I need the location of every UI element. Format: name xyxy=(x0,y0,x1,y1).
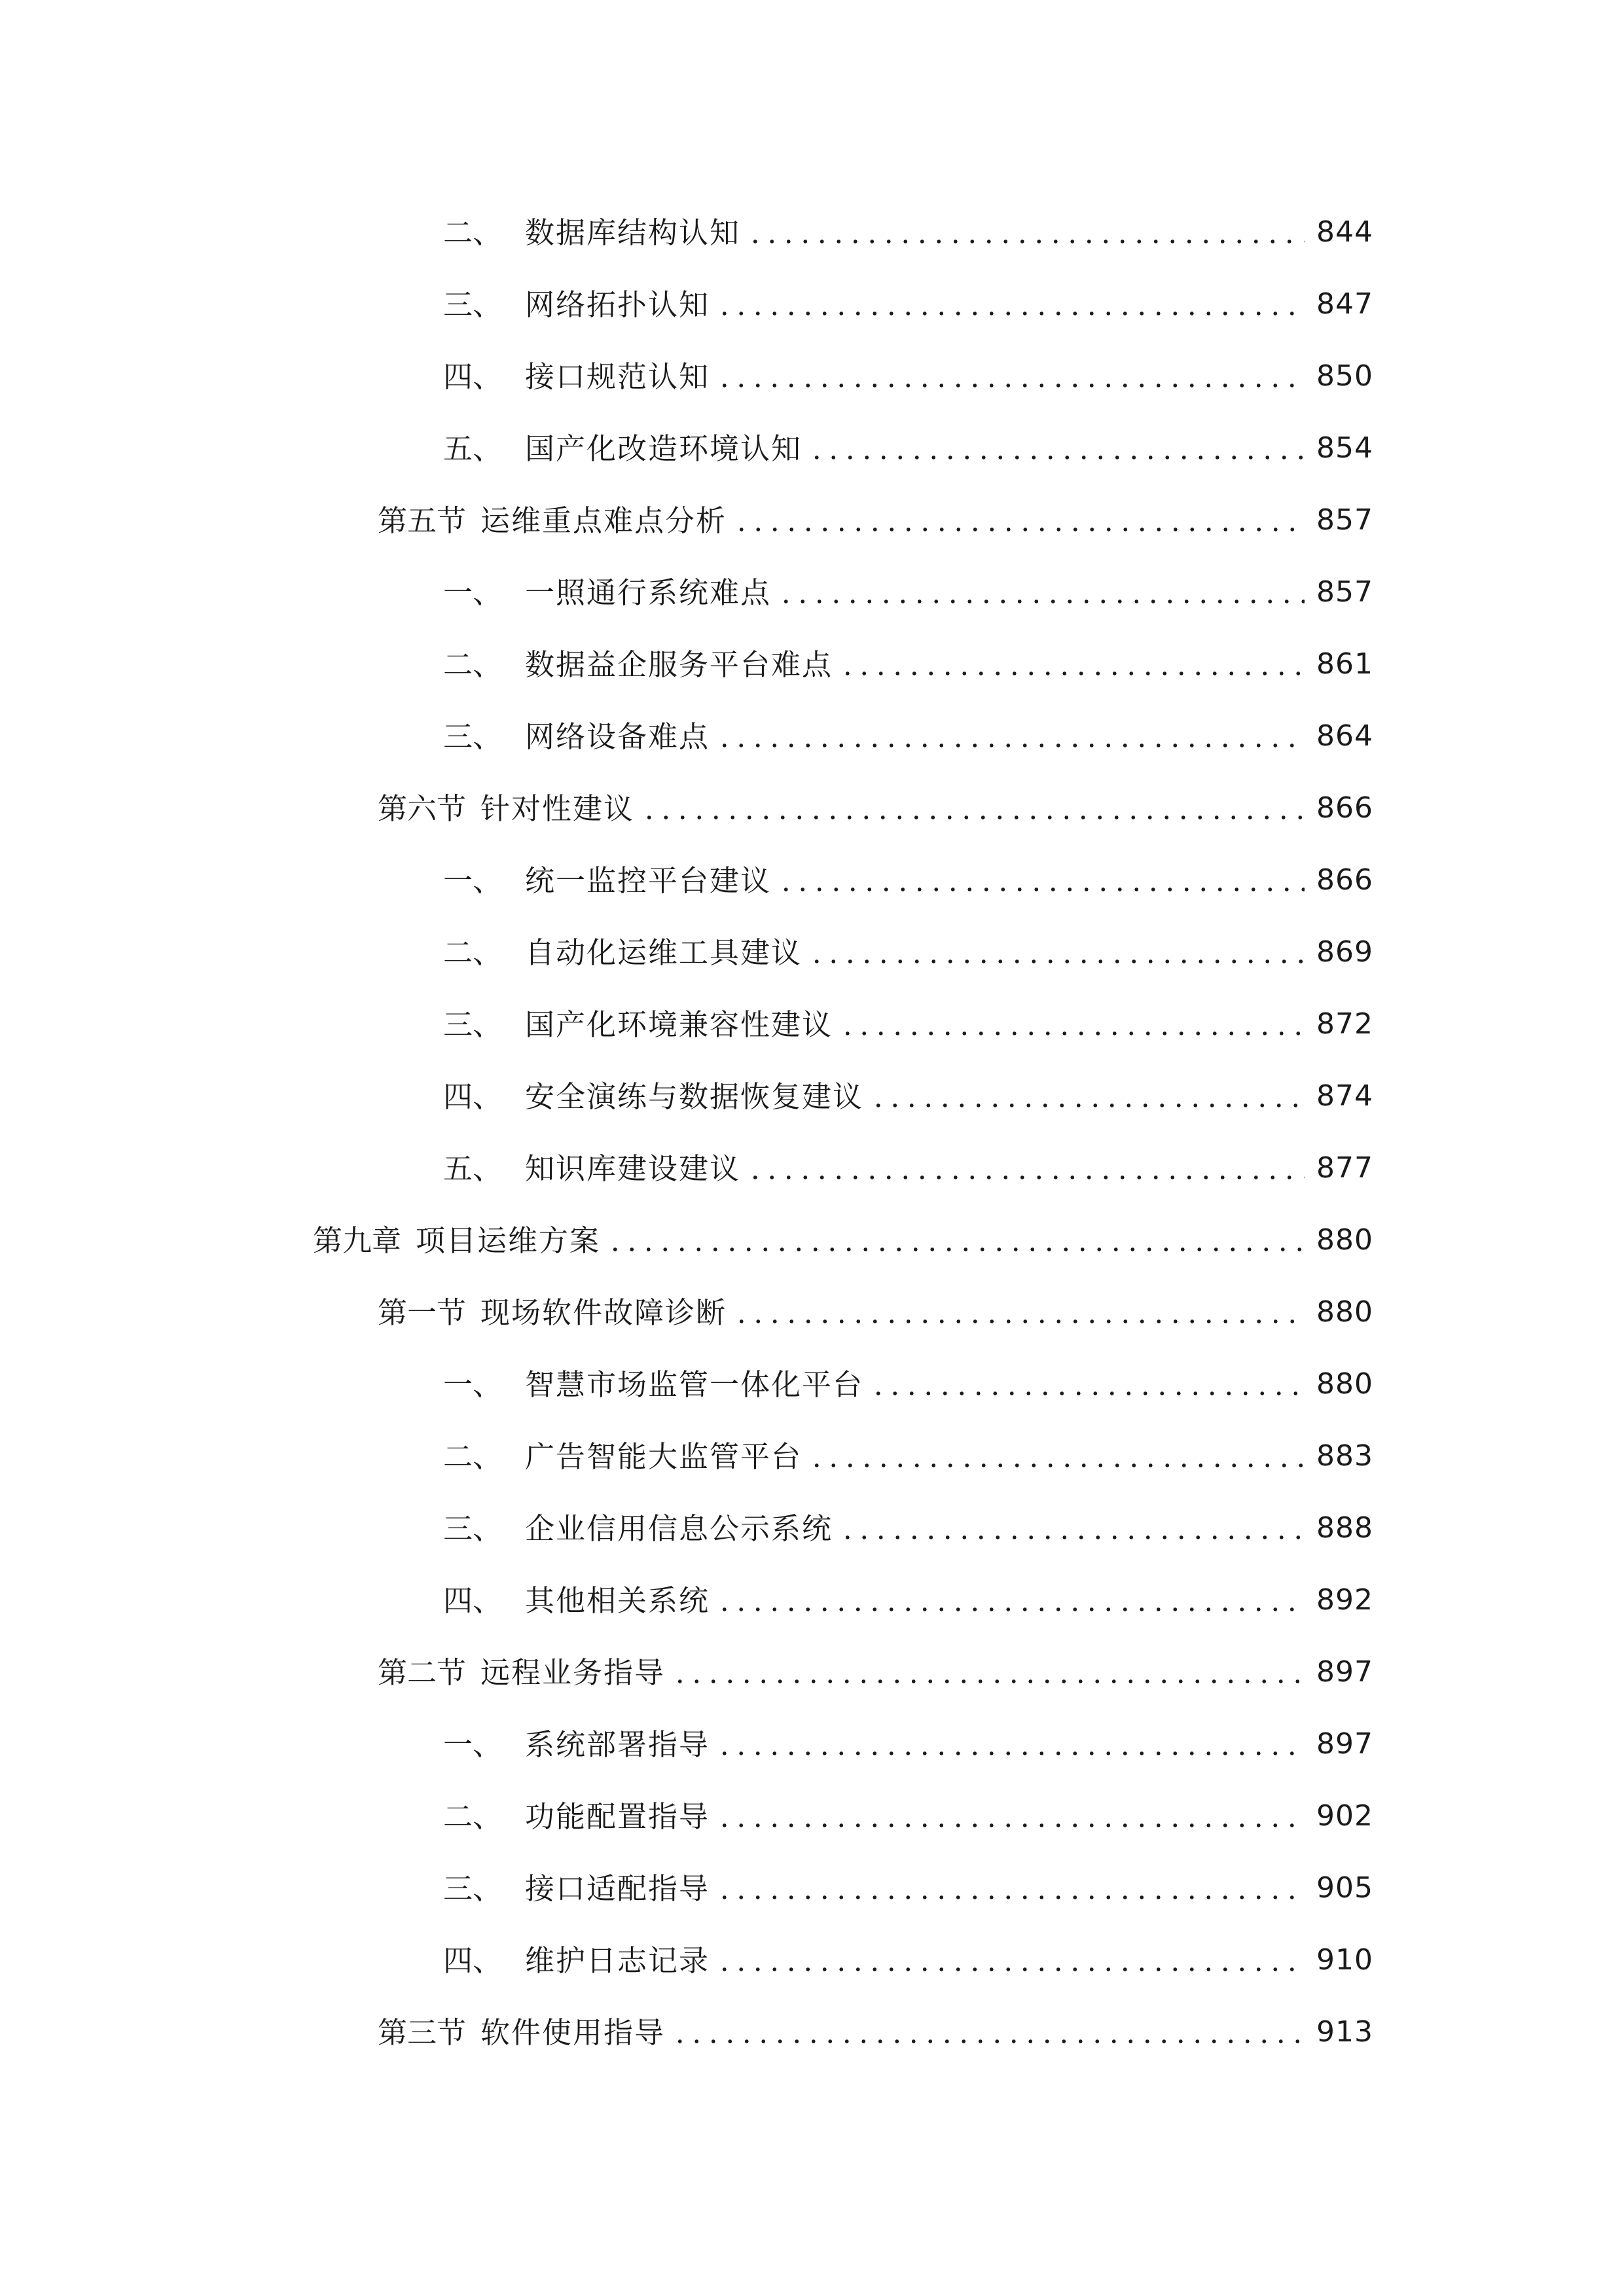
toc-entry-title: 运维重点难点分析 xyxy=(480,503,727,538)
toc-section-entry xyxy=(378,484,1373,556)
toc-entry-title: 远程业务指导 xyxy=(480,1655,666,1690)
toc-entry-number: 四、 xyxy=(443,1079,503,1114)
toc-entry-title: 系统部署指导 xyxy=(525,1727,710,1762)
toc-entry-number: 一、 xyxy=(443,1727,503,1762)
toc-entry xyxy=(443,340,1373,412)
toc-entry-number: 三、 xyxy=(443,719,503,754)
dot-leader xyxy=(778,578,1305,607)
toc-entry xyxy=(443,196,1373,268)
dot-leader xyxy=(839,650,1305,679)
toc-entry-number: 第三节 xyxy=(378,2015,467,2050)
dot-leader xyxy=(733,1298,1305,1327)
dot-leader xyxy=(716,1802,1305,1831)
toc-entry-page: 883 xyxy=(1316,1439,1373,1473)
toc-entry-page: 877 xyxy=(1316,1151,1373,1185)
dot-leader xyxy=(839,1010,1305,1039)
toc-entry-title: 知识库建设建议 xyxy=(525,1151,741,1186)
toc-entry-number: 五、 xyxy=(443,1151,503,1186)
dot-leader xyxy=(808,938,1305,967)
toc-entry-title: 网络拓扑认知 xyxy=(525,287,710,322)
toc-entry-title: 统一监控平台建议 xyxy=(525,863,772,898)
toc-entry-page: 874 xyxy=(1316,1079,1373,1113)
toc-entry xyxy=(443,1492,1373,1564)
toc-entry-page: 892 xyxy=(1316,1583,1373,1617)
toc-entry-title: 项目运维方案 xyxy=(416,1223,601,1258)
toc-entry-title: 软件使用指导 xyxy=(480,2015,666,2050)
toc-entry-title: 国产化改造环境认知 xyxy=(525,431,803,466)
toc-entry-number: 第一节 xyxy=(378,1295,467,1330)
dot-leader xyxy=(716,1874,1305,1903)
toc-entry-number: 二、 xyxy=(443,935,503,970)
toc-entry-title: 广告智能大监管平台 xyxy=(525,1439,803,1474)
toc-entry-number: 五、 xyxy=(443,431,503,466)
toc-entry-number: 三、 xyxy=(443,1007,503,1042)
toc-entry-title: 自动化运维工具建议 xyxy=(525,935,803,970)
toc-entry-page: 866 xyxy=(1316,791,1373,825)
toc-entry xyxy=(443,1852,1373,1924)
toc-entry xyxy=(443,700,1373,772)
toc-entry-page: 880 xyxy=(1316,1367,1373,1401)
toc-entry xyxy=(443,1420,1373,1492)
dot-leader xyxy=(672,2018,1305,2047)
toc-entry-number: 二、 xyxy=(443,215,503,250)
toc-entry xyxy=(443,412,1373,484)
toc-entry xyxy=(443,268,1373,340)
toc-entry-title: 数据益企服务平台难点 xyxy=(525,647,833,682)
toc-entry-page: 844 xyxy=(1316,215,1373,249)
toc-entry-title: 现场软件故障诊断 xyxy=(480,1295,727,1330)
toc-entry-title: 其他相关系统 xyxy=(525,1583,710,1618)
toc-entry-number: 四、 xyxy=(443,359,503,394)
toc-entry-page: 872 xyxy=(1316,1007,1373,1041)
toc-entry-title: 维护日志记录 xyxy=(525,1943,710,1978)
toc-entry-page: 869 xyxy=(1316,935,1373,969)
dot-leader xyxy=(747,218,1305,247)
dot-leader xyxy=(808,1442,1305,1471)
toc-entry-title: 网络设备难点 xyxy=(525,719,710,754)
toc-entry-number: 四、 xyxy=(443,1583,503,1618)
toc-entry xyxy=(443,916,1373,988)
dot-leader xyxy=(808,434,1305,463)
toc-chapter-entry xyxy=(313,1204,1373,1276)
toc-entry-page: 857 xyxy=(1316,503,1373,537)
toc-entry-page: 902 xyxy=(1316,1799,1373,1833)
toc-section-entry xyxy=(378,1636,1373,1708)
toc-entry-number: 四、 xyxy=(443,1943,503,1978)
toc-section-entry xyxy=(378,772,1373,844)
toc-entry-page: 880 xyxy=(1316,1295,1373,1329)
toc-entry xyxy=(443,556,1373,628)
dot-leader xyxy=(716,1730,1305,1759)
toc-entry-page: 857 xyxy=(1316,575,1373,609)
toc-entry-page: 897 xyxy=(1316,1655,1373,1689)
toc-entry xyxy=(443,628,1373,700)
toc-section-entry xyxy=(378,1276,1373,1348)
dot-leader xyxy=(716,1586,1305,1615)
dot-leader xyxy=(778,866,1305,895)
toc-entry xyxy=(443,1564,1373,1636)
toc-entry-title: 接口规范认知 xyxy=(525,359,710,394)
dot-leader xyxy=(641,794,1305,823)
toc-entry-number: 三、 xyxy=(443,287,503,322)
dot-leader xyxy=(747,1154,1305,1183)
dot-leader xyxy=(716,1946,1305,1975)
dot-leader xyxy=(839,1514,1305,1543)
toc-entry-page: 910 xyxy=(1316,1943,1373,1977)
toc-entry xyxy=(443,1708,1373,1780)
toc-entry-number: 一、 xyxy=(443,1367,503,1402)
toc-entry xyxy=(443,1924,1373,1996)
toc-entry-number: 二、 xyxy=(443,1799,503,1834)
toc-entry-number: 第五节 xyxy=(378,503,467,538)
toc-section-entry xyxy=(378,1996,1373,2068)
toc-entry-page: 866 xyxy=(1316,863,1373,897)
toc-entry-page: 864 xyxy=(1316,719,1373,753)
dot-leader xyxy=(716,290,1305,319)
toc-entry-number: 第二节 xyxy=(378,1655,467,1690)
toc-entry xyxy=(443,1060,1373,1132)
toc-entry-number: 三、 xyxy=(443,1871,503,1906)
toc-entry-title: 国产化环境兼容性建议 xyxy=(525,1007,833,1042)
toc-entry-number: 一、 xyxy=(443,863,503,898)
toc-entry xyxy=(443,1348,1373,1420)
toc-entry-page: 905 xyxy=(1316,1871,1373,1905)
dot-leader xyxy=(716,362,1305,391)
toc-entry-page: 861 xyxy=(1316,647,1373,681)
dot-leader xyxy=(870,1082,1305,1111)
toc-entry-title: 一照通行系统难点 xyxy=(525,575,772,610)
toc-entry-number: 二、 xyxy=(443,647,503,682)
dot-leader xyxy=(607,1226,1305,1255)
toc-entry-title: 智慧市场监管一体化平台 xyxy=(525,1367,864,1402)
toc-entry-page: 888 xyxy=(1316,1511,1373,1545)
toc-entry-page: 913 xyxy=(1316,2015,1373,2049)
toc-entry-title: 企业信用信息公示系统 xyxy=(525,1511,833,1546)
toc-entry-number: 三、 xyxy=(443,1511,503,1546)
dot-leader xyxy=(870,1370,1305,1399)
toc-entry-title: 安全演练与数据恢复建议 xyxy=(525,1079,864,1114)
dot-leader xyxy=(672,1658,1305,1687)
toc-entry xyxy=(443,1132,1373,1204)
toc-entry-page: 897 xyxy=(1316,1727,1373,1761)
toc-entry-page: 854 xyxy=(1316,431,1373,465)
toc-entry xyxy=(443,988,1373,1060)
toc-entry-number: 二、 xyxy=(443,1439,503,1474)
toc-entry-number: 一、 xyxy=(443,575,503,610)
toc-entry xyxy=(443,1780,1373,1852)
toc-entry-title: 数据库结构认知 xyxy=(525,215,741,250)
toc-entry-number: 第六节 xyxy=(378,791,467,826)
toc-entry-page: 850 xyxy=(1316,359,1373,393)
dot-leader xyxy=(716,722,1305,751)
toc-entry-title: 针对性建议 xyxy=(480,791,635,826)
toc-entry-title: 接口适配指导 xyxy=(525,1871,710,1906)
toc-entry-title: 功能配置指导 xyxy=(525,1799,710,1834)
toc-entry-number: 第九章 xyxy=(313,1223,402,1258)
toc-entry-page: 847 xyxy=(1316,287,1373,321)
toc-entry-page: 880 xyxy=(1316,1223,1373,1257)
toc-entry xyxy=(443,844,1373,916)
dot-leader xyxy=(733,506,1305,535)
